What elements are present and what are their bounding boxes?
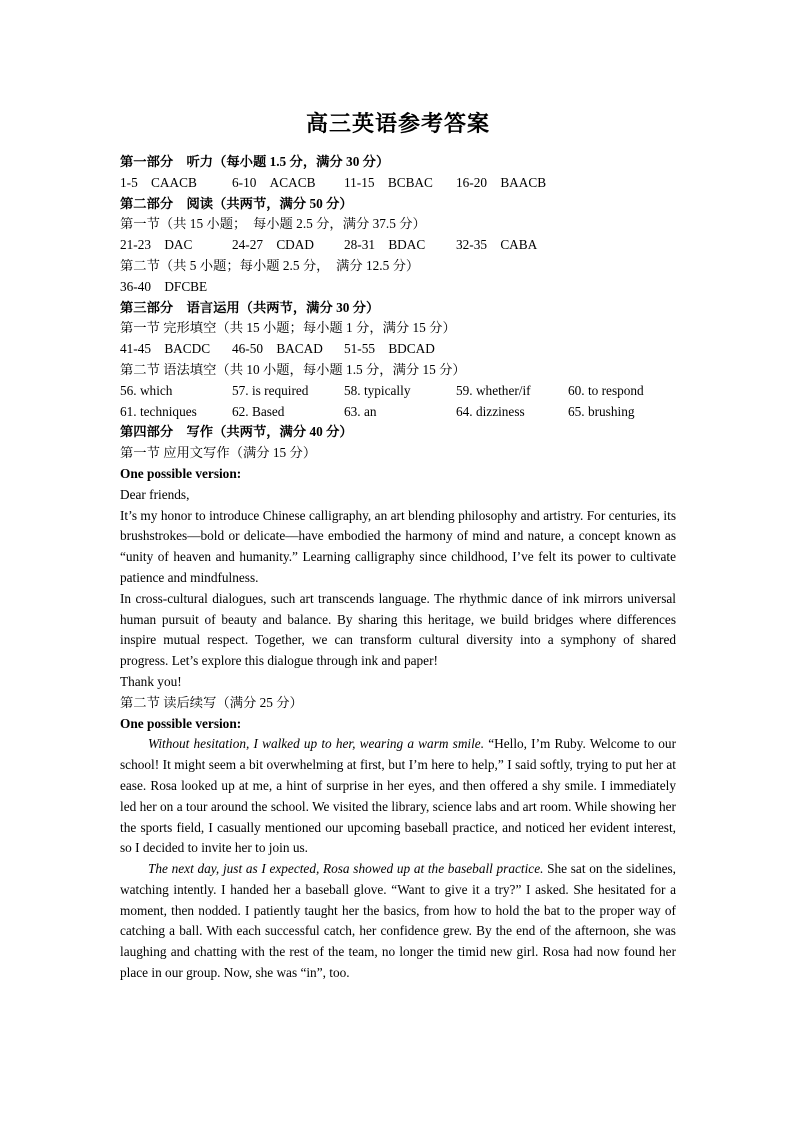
letter-paragraph: It’s my honor to introduce Chinese calligraphy, an art blending philosophy and artistry. For centuries, its brushstrokes—bold or delicate—have embodied the harmony of mind and nature, a concept known as “unity of heaven and humanity.” Learning calligraphy since childhood, I’ve felt its power to cultivate patience and mindfulness. xyxy=(120,507,676,585)
part3-heading: 第三部分 语言运用（共两节，满分 30 分） xyxy=(120,299,380,315)
grammar-answer: 57. is required xyxy=(232,382,309,398)
page-title: 高三英语参考答案 xyxy=(305,111,490,136)
part3-section1-heading: 第一节 完形填空（共 15 小题；每小题 1 分，满分 15 分） xyxy=(120,320,456,336)
paragraph-opening: The next day, just as I expected, Rosa showed up at the baseball practice. xyxy=(148,861,544,877)
part2-section1-heading: 第一节（共 15 小题； 每小题 2.5 分，满分 37.5 分） xyxy=(120,216,426,232)
part3-section2-heading: 第二节 语法填空（共 10 小题，每小题 1.5 分，满分 15 分） xyxy=(120,361,466,377)
grammar-answer: 58. typically xyxy=(344,382,411,398)
answer-group: 6-10 ACACB xyxy=(232,174,316,190)
letter-closing: Thank you! xyxy=(120,673,182,689)
part4-heading: 第四部分 写作（共两节，满分 40 分） xyxy=(120,424,353,440)
answer-group: 1-5 CAACB xyxy=(120,174,197,190)
grammar-row xyxy=(120,402,676,423)
version-label: One possible version: xyxy=(120,715,242,731)
part2-section2-heading: 第二节（共 5 小题；每小题 2.5 分， 满分 12.5 分） xyxy=(120,257,420,273)
grammar-answer: 64. dizziness xyxy=(456,403,525,419)
letter-greeting: Dear friends, xyxy=(120,486,190,502)
answer-group: 32-35 CABA xyxy=(456,237,538,253)
part2-section1-answers xyxy=(120,235,676,256)
paragraph-body: “Hello, I’m Ruby. Welcome to our school! It might seem a bit overwhelming at first, but I’m here to help,” I said softly, trying to put her at ease. Rosa looked up at me, a hint of surprise in her eyes, and then offered a shy smile. I immediately led her on a tour around the school. We visited the library, science labs and art room. While showing her the sports field, I casually mentioned our upcoming baseball practice, and noticed her evident interest, so I decided to invite her to join us. xyxy=(120,736,676,856)
version-label: One possible version: xyxy=(120,465,242,481)
content xyxy=(120,152,676,984)
part2-heading: 第二部分 阅读（共两节，满分 50 分） xyxy=(120,195,353,211)
letter-paragraph: In cross-cultural dialogues, such art transcends language. The rhythmic dance of ink mirrors universal human pursuit of beauty and balance. By sharing this heritage, we build bridges where differences inspire mutual respect. Together, we can transform cultural diversity into a symphony of shared progress. Let’s explore this dialogue through ink and paper! xyxy=(120,590,676,669)
part1-answers xyxy=(120,173,676,194)
answer-group: 24-27 CDAD xyxy=(232,237,314,253)
part4-section1-heading: 第一节 应用文写作（满分 15 分） xyxy=(120,445,317,461)
answer-group: 41-45 BACDC xyxy=(120,341,211,357)
answer-group: 11-15 BCBAC xyxy=(344,174,433,190)
grammar-answer: 63. an xyxy=(344,403,377,419)
part4-section2-heading: 第二节 读后续写（满分 25 分） xyxy=(120,694,303,710)
part2-section2-answer: 36-40 DFCBE xyxy=(120,278,208,294)
answer-group: 21-23 DAC xyxy=(120,237,193,253)
continuation-paragraph xyxy=(120,859,676,984)
continuation-paragraph xyxy=(120,734,676,859)
answer-group: 51-55 BDCAD xyxy=(344,341,435,357)
grammar-answer: 60. to respond xyxy=(568,382,644,398)
grammar-row xyxy=(120,381,676,402)
grammar-answer: 65. brushing xyxy=(568,403,635,419)
part1-heading: 第一部分 听力（每小题 1.5 分，满分 30 分） xyxy=(120,154,390,169)
grammar-answer: 61. techniques xyxy=(120,403,197,419)
grammar-answer: 62. Based xyxy=(232,403,285,419)
answer-group: 28-31 BDAC xyxy=(344,237,426,253)
paragraph-body: She sat on the sidelines, watching intently. I handed her a baseball glove. “Want to give it a try?” I asked. She hesitated for a moment, then nodded. I patiently taught her the basics, from how to hold the bat to the proper way of catching a ball. With each successful catch, her confidence grew. By the end of the afternoon, she was laughing and chatting with the rest of the team, no longer the timid new girl. Rosa had now found her place in our group. Now, she was “in”, too. xyxy=(120,861,676,981)
paragraph-opening: Without hesitation, I walked up to her, wearing a warm smile. xyxy=(148,736,485,752)
answer-group: 46-50 BACAD xyxy=(232,341,323,357)
grammar-answer: 59. whether/if xyxy=(456,382,531,398)
answer-group: 16-20 BAACB xyxy=(456,174,547,190)
part3-section1-answers xyxy=(120,339,676,360)
grammar-answer: 56. which xyxy=(120,382,173,398)
